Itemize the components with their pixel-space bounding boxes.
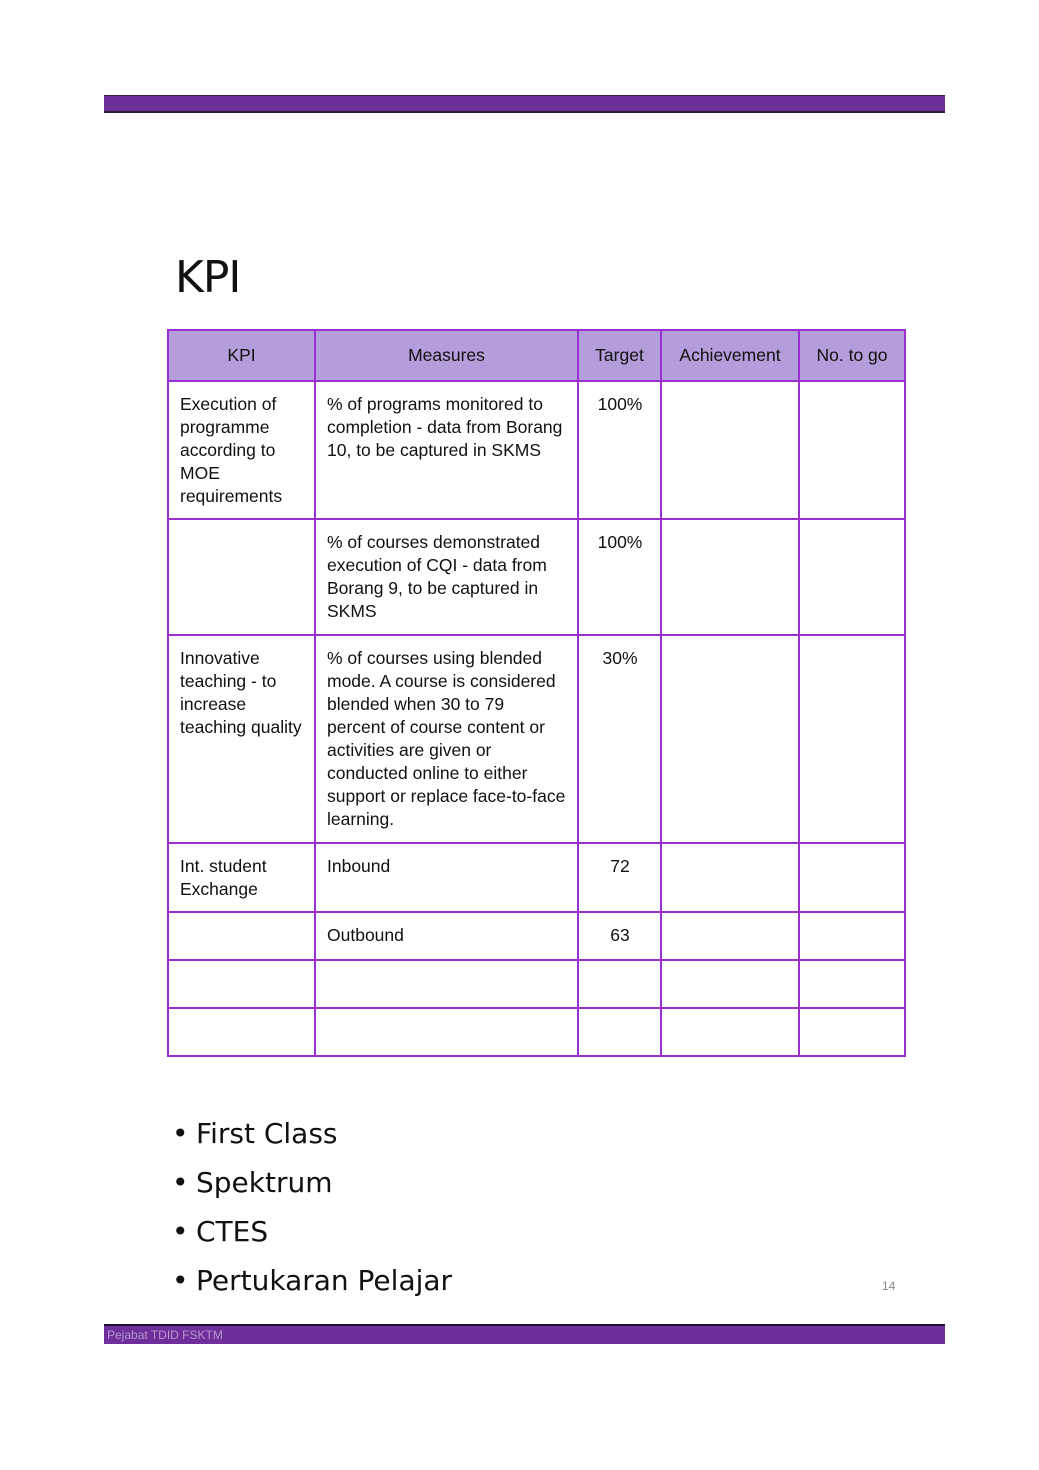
bullet-text: CTES bbox=[196, 1215, 269, 1248]
cell-kpi bbox=[168, 960, 315, 1008]
cell-achievement bbox=[661, 1008, 799, 1056]
bullet-item bbox=[172, 1112, 452, 1161]
cell-measures: Outbound bbox=[315, 912, 578, 960]
table-row bbox=[168, 1008, 905, 1056]
header-achievement: Achievement bbox=[661, 330, 799, 381]
table-row bbox=[168, 960, 905, 1008]
cell-no-to-go bbox=[799, 843, 905, 912]
header-bar bbox=[104, 95, 945, 113]
cell-achievement bbox=[661, 519, 799, 635]
bullet-item bbox=[172, 1210, 452, 1259]
table-row bbox=[168, 381, 905, 519]
cell-no-to-go bbox=[799, 960, 905, 1008]
cell-measures bbox=[315, 1008, 578, 1056]
cell-measures: % of courses demonstrated execution of CQI - data from Borang 9, to be captured in SKMS bbox=[315, 519, 578, 635]
bullet-item bbox=[172, 1259, 452, 1308]
page-number: 14 bbox=[882, 1279, 896, 1293]
cell-achievement bbox=[661, 960, 799, 1008]
cell-target bbox=[578, 960, 661, 1008]
cell-no-to-go bbox=[799, 519, 905, 635]
cell-measures: % of courses using blended mode. A course is considered blended when 30 to 79 percent of course content or activities are given or conducted online to either support or replace face-to-face learning. bbox=[315, 635, 578, 843]
cell-no-to-go bbox=[799, 381, 905, 519]
bullet-text: Pertukaran Pelajar bbox=[196, 1264, 453, 1297]
cell-measures: % of programs monitored to completion - data from Borang 10, to be captured in SKMS bbox=[315, 381, 578, 519]
cell-no-to-go bbox=[799, 1008, 905, 1056]
cell-target: 30% bbox=[578, 635, 661, 843]
cell-kpi bbox=[168, 519, 315, 635]
bullet-dot-icon: • bbox=[172, 1117, 189, 1150]
cell-kpi: Execution of programme according to MOE requirements bbox=[168, 381, 315, 519]
cell-achievement bbox=[661, 381, 799, 519]
cell-kpi: Int. student Exchange bbox=[168, 843, 315, 912]
cell-target: 100% bbox=[578, 519, 661, 635]
cell-measures: Inbound bbox=[315, 843, 578, 912]
table-row bbox=[168, 843, 905, 912]
page-title: KPI bbox=[175, 252, 241, 303]
cell-no-to-go bbox=[799, 912, 905, 960]
cell-target: 100% bbox=[578, 381, 661, 519]
cell-achievement bbox=[661, 635, 799, 843]
table-row bbox=[168, 635, 905, 843]
bullet-text: First Class bbox=[196, 1117, 338, 1150]
table-row bbox=[168, 912, 905, 960]
table-row bbox=[168, 519, 905, 635]
footer-bar bbox=[104, 1324, 945, 1344]
cell-achievement bbox=[661, 843, 799, 912]
header-kpi: KPI bbox=[168, 330, 315, 381]
footer-text: Pejabat TDID FSKTM bbox=[107, 1328, 223, 1342]
cell-target: 72 bbox=[578, 843, 661, 912]
header-no-to-go: No. to go bbox=[799, 330, 905, 381]
bullet-text: Spektrum bbox=[196, 1166, 333, 1199]
cell-target: 63 bbox=[578, 912, 661, 960]
cell-measures bbox=[315, 960, 578, 1008]
cell-target bbox=[578, 1008, 661, 1056]
kpi-table bbox=[167, 329, 906, 1057]
bullet-dot-icon: • bbox=[172, 1215, 189, 1248]
cell-kpi bbox=[168, 1008, 315, 1056]
cell-no-to-go bbox=[799, 635, 905, 843]
header-measures: Measures bbox=[315, 330, 578, 381]
cell-achievement bbox=[661, 912, 799, 960]
cell-kpi bbox=[168, 912, 315, 960]
bullet-item bbox=[172, 1161, 452, 1210]
table-header-row bbox=[168, 330, 905, 381]
bullet-list bbox=[172, 1112, 452, 1308]
bullet-dot-icon: • bbox=[172, 1264, 189, 1297]
cell-kpi: Innovative teaching - to increase teaching quality bbox=[168, 635, 315, 843]
header-target: Target bbox=[578, 330, 661, 381]
bullet-dot-icon: • bbox=[172, 1166, 189, 1199]
